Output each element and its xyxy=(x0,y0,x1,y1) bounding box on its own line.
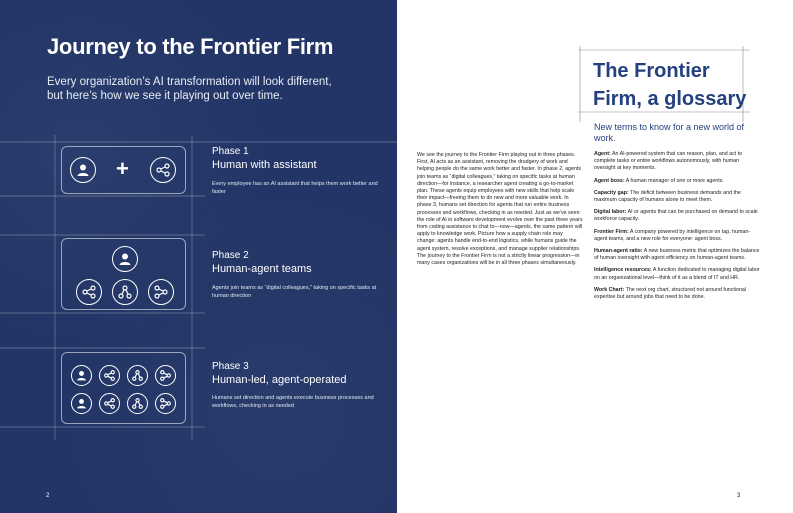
phase-3-desc: Humans set direction and agents execute business processes and workflows, checking in as needed xyxy=(212,395,374,409)
phase-3-name: Human-led, agent-operated xyxy=(212,374,347,386)
agent-network-icon xyxy=(150,157,176,183)
page-number-left: 2 xyxy=(46,493,50,499)
person-icon xyxy=(71,393,92,414)
glossary-entry: Frontier Firm: A company powered by intelligence on tap, human-agent teams, and a new role for everyone: agent boss. xyxy=(594,228,751,242)
glossary-entry: Digital labor: AI or agents that can be purchased on demand to scale workforce capacity. xyxy=(594,209,758,223)
glossary-entry: Agent: An AI-powered system that can reason, plan, and act to complete tasks or entire workflows autonomously, with human oversight at key moments. xyxy=(594,151,743,172)
phase-2-panel xyxy=(61,238,186,310)
body-text: We see the journey to the Frontier Firm playing out in three phases. First, AI acts as an assistant, removing the drudgery of work and helping people do the same work better and faster. In phase 2, agents join teams as “digital colleagues,” taking on specific tasks at human direction—for instance, a researcher agent creating a go-to-market plan. These agents equip employees with new skills that help scale their impact—freeing them to do new and more valuable work. In phase 3, humans set direction for agents that run entire business processes and workflows, checking in as needed. Just as we’ve seen the role of AI in software development evolve over the past three years from coding assistance to chat to—now—agents, the same pattern will apply to knowledge work. Picture how a supply chain role may change: agents handle end-to-end logistics, while humans guide the agent system, resolve exceptions, and manage supplier relationships. The journey to the Frontier Firm is not a strictly linear progression—in many cases organizations will be in all three phases simultaneously. xyxy=(417,152,583,267)
phase-2-label: Phase 2 xyxy=(212,250,249,261)
phase-3-label: Phase 3 xyxy=(212,361,249,372)
glossary-list xyxy=(594,151,760,306)
glossary-entry: Human-agent ratio: A new business metric that optimizes the balance of human oversight with agent efficiency on human-agent teams. xyxy=(594,248,760,262)
agent-network-icon xyxy=(76,279,102,305)
glossary-entry: Intelligence resources: A function dedicated to managing digital labor on an organizational level—think of it as a blend of IT and HR. xyxy=(594,267,760,281)
right-page xyxy=(397,0,793,513)
person-icon xyxy=(70,157,96,183)
phase-3-panel xyxy=(61,352,186,424)
agent-network-icon xyxy=(99,393,120,414)
phase-2-desc: Agents join teams as “digital colleagues,” taking on specific tasks at human direction xyxy=(212,285,377,299)
phase-1-label: Phase 1 xyxy=(212,146,249,157)
phase-2-name: Human-agent teams xyxy=(212,263,312,275)
person-icon xyxy=(71,365,92,386)
person-icon xyxy=(112,246,138,272)
glossary-entry: Capacity gap: The deficit between business demands and the maximum capacity of humans alone to meet them. xyxy=(594,189,741,204)
glossary-entry: Agent boss: A human manager of one or more agents. xyxy=(594,177,724,184)
agent-network-icon xyxy=(127,393,148,414)
agent-network-icon xyxy=(155,365,176,386)
plus-icon: + xyxy=(116,156,129,181)
agent-network-icon xyxy=(148,279,174,305)
phase-1-panel xyxy=(61,146,186,194)
phase-1-name: Human with assistant xyxy=(212,159,317,171)
phase-1-desc: Every employee has an AI assistant that helps them work better and faster xyxy=(212,181,378,195)
agent-network-icon xyxy=(127,365,148,386)
agent-network-icon xyxy=(155,393,176,414)
glossary-subtitle: New terms to know for a new world of work. xyxy=(594,122,745,143)
page-number-right: 3 xyxy=(737,493,741,499)
agent-network-icon xyxy=(99,365,120,386)
agent-network-icon xyxy=(112,279,138,305)
glossary-entry: Work Chart: The next org chart, structured not around functional expertise but around jobs that need to be done. xyxy=(594,286,747,301)
page-subtitle: Every organization’s AI transformation will look different, but here’s how we see it playing out over time. xyxy=(47,76,332,102)
page-title: Journey to the Frontier Firm xyxy=(47,34,334,59)
glossary-title: The Frontier Firm, a glossary xyxy=(593,60,747,110)
